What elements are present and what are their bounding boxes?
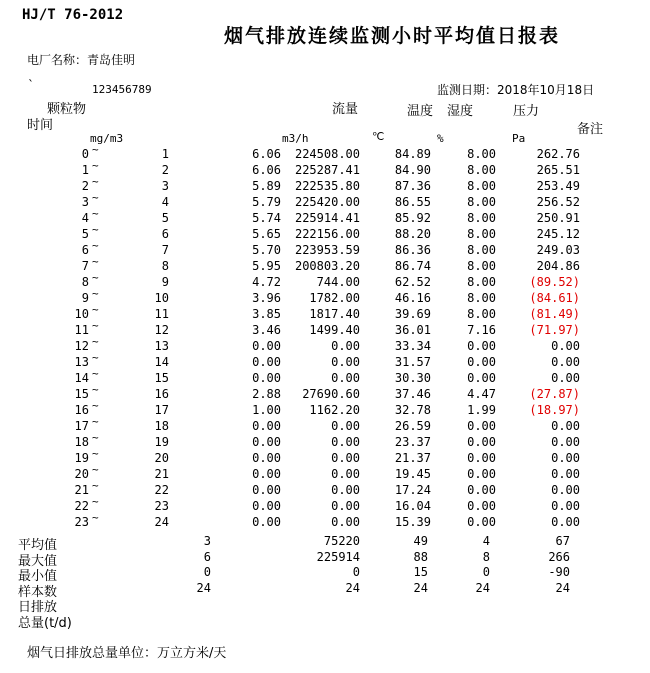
cell-temperature: 86.36 [394, 243, 431, 257]
cell-temperature: 84.90 [394, 163, 431, 177]
cell-start-hour: 9 [81, 291, 89, 305]
cell-humidity: 0.00 [467, 483, 496, 497]
summary-pressure: 266 [548, 549, 570, 564]
summary-row [0, 596, 650, 615]
summary-pressure: -90 [548, 565, 570, 579]
summary-label: 平均值 [18, 538, 58, 553]
cell-particulate: 5.70 [252, 243, 281, 257]
cell-flow: 225420.00 [294, 195, 360, 209]
standard-code: HJ/T 76-2012 [22, 7, 124, 23]
footnote: 烟气日排放总量单位：万立方米/天 [27, 646, 227, 661]
cell-pressure: 0.00 [551, 515, 580, 529]
tilde-mark: ~ [92, 495, 99, 508]
cell-particulate: 1.00 [252, 403, 281, 417]
cell-humidity: 8.00 [467, 227, 496, 241]
hourly-data-table [0, 143, 650, 531]
cell-temperature: 39.69 [394, 307, 431, 321]
monitor-date: 监测日期：2018年10月18日 [437, 83, 595, 97]
cell-pressure: 0.00 [551, 419, 580, 433]
tilde-mark: ~ [92, 367, 99, 380]
cell-flow: 0.00 [331, 355, 360, 369]
tilde-mark: ~ [92, 239, 99, 252]
summary-label: 样本数 [18, 584, 58, 600]
summary-temperature [360, 612, 428, 628]
cell-temperature: 15.39 [394, 515, 431, 529]
cell-flow: 0.00 [331, 371, 360, 385]
cell-start-hour: 21 [74, 483, 89, 497]
summary-label: 最大值 [18, 553, 58, 569]
cell-pressure: 0.00 [551, 355, 580, 369]
summary-particulate: 3 [203, 534, 211, 548]
summary-pressure [490, 596, 570, 612]
cell-end-hour: 14 [154, 355, 169, 369]
summary-flow: 75220 [323, 534, 360, 548]
plant-name: 电厂名称：青岛佳明 [27, 53, 136, 67]
summary-humidity [428, 612, 490, 628]
cell-temperature: 88.20 [394, 227, 431, 241]
cell-start-hour: 14 [74, 371, 89, 385]
summary-particulate: 6 [203, 549, 211, 564]
cell-pressure: 250.91 [536, 211, 580, 225]
tilde-mark: ~ [92, 335, 99, 348]
cell-pressure: 0.00 [551, 499, 580, 513]
cell-end-hour: 21 [154, 467, 169, 481]
cell-temperature: 36.01 [394, 323, 431, 337]
cell-temperature: 46.16 [394, 291, 431, 305]
cell-start-hour: 4 [81, 211, 89, 225]
cell-start-hour: 18 [74, 435, 89, 449]
cell-humidity: 0.00 [467, 371, 496, 385]
cell-end-hour: 10 [154, 291, 169, 305]
cell-particulate: 5.95 [252, 259, 281, 273]
cell-end-hour: 7 [161, 243, 169, 257]
col-header-pressure: 压力 [513, 104, 540, 119]
cell-particulate: 0.00 [252, 515, 281, 529]
cell-end-hour: 18 [154, 419, 169, 433]
cell-flow: 222535.80 [294, 179, 360, 193]
summary-flow: 225914 [316, 549, 360, 564]
summary-row [0, 549, 650, 569]
cell-flow: 0.00 [331, 419, 360, 433]
summary-particulate: 0 [203, 565, 211, 579]
col-header-time: 时间 [27, 118, 54, 133]
cell-start-hour: 8 [81, 275, 89, 289]
cell-temperature: 21.37 [394, 451, 431, 465]
cell-start-hour: 22 [74, 499, 89, 513]
cell-end-hour: 24 [154, 515, 169, 529]
cell-flow: 1499.40 [309, 323, 360, 337]
summary-flow: 24 [345, 580, 360, 595]
cell-end-hour: 23 [154, 499, 169, 513]
tilde-mark: ~ [92, 415, 99, 428]
cell-temperature: 23.37 [394, 435, 431, 449]
cell-flow: 744.00 [316, 275, 360, 289]
cell-flow: 0.00 [331, 451, 360, 465]
cell-pressure: 245.12 [536, 227, 580, 241]
table-row [0, 511, 650, 531]
summary-humidity: 8 [482, 549, 490, 564]
cell-end-hour: 15 [154, 371, 169, 385]
cell-particulate: 0.00 [252, 435, 281, 449]
cell-particulate: 5.65 [252, 227, 281, 241]
summary-particulate [120, 596, 211, 612]
cell-pressure: 249.03 [536, 243, 580, 257]
tilde-mark: ~ [92, 271, 99, 284]
cell-start-hour: 7 [81, 259, 89, 273]
cell-end-hour: 6 [161, 227, 169, 241]
cell-humidity: 8.00 [467, 291, 496, 305]
cell-humidity: 8.00 [467, 211, 496, 225]
tilde-mark: ~ [92, 511, 99, 524]
cell-flow: 0.00 [331, 499, 360, 513]
cell-flow: 225914.41 [294, 211, 360, 225]
cell-start-hour: 11 [74, 323, 89, 337]
unit-flow: m3/h [282, 132, 309, 145]
cell-flow: 0.00 [331, 483, 360, 497]
serial-number: 123456789 [92, 83, 152, 96]
tilde-mark: ~ [92, 223, 99, 236]
cell-particulate: 2.88 [252, 387, 281, 401]
cell-start-hour: 5 [81, 227, 89, 241]
cell-end-hour: 13 [154, 339, 169, 353]
cell-flow: 222156.00 [294, 227, 360, 241]
cell-temperature: 33.34 [394, 339, 431, 353]
summary-humidity [428, 596, 490, 612]
cell-flow: 223953.59 [294, 243, 360, 257]
cell-particulate: 0.00 [252, 339, 281, 353]
tilde-mark: ~ [92, 287, 99, 300]
cell-temperature: 17.24 [394, 483, 431, 497]
cell-end-hour: 2 [161, 163, 169, 177]
cell-start-hour: 17 [74, 419, 89, 433]
cell-flow: 200803.20 [294, 259, 360, 273]
cell-pressure: 256.52 [536, 195, 580, 209]
summary-table [0, 534, 650, 631]
cell-start-hour: 19 [74, 451, 89, 465]
cell-pressure: 0.00 [551, 451, 580, 465]
cell-start-hour: 23 [74, 515, 89, 529]
cell-start-hour: 15 [74, 387, 89, 401]
summary-temperature: 88 [413, 549, 428, 564]
cell-pressure: (89.52) [529, 275, 580, 289]
cell-humidity: 0.00 [467, 467, 496, 481]
summary-pressure [490, 612, 570, 628]
cell-end-hour: 22 [154, 483, 169, 497]
cell-humidity: 0.00 [467, 515, 496, 529]
cell-start-hour: 6 [81, 243, 89, 257]
cell-flow: 0.00 [331, 515, 360, 529]
summary-label: 最小值 [18, 569, 58, 584]
cell-particulate: 3.46 [252, 323, 281, 337]
tilde-mark: ~ [92, 143, 99, 156]
cell-flow: 1162.20 [309, 403, 360, 417]
cell-pressure: 0.00 [551, 339, 580, 353]
summary-flow: 0 [352, 565, 360, 579]
cell-flow: 225287.41 [294, 163, 360, 177]
tilde-mark: ~ [92, 191, 99, 204]
cell-humidity: 8.00 [467, 307, 496, 321]
summary-row [0, 534, 650, 553]
tilde-mark: ~ [92, 319, 99, 332]
cell-particulate: 3.85 [252, 307, 281, 321]
tilde-mark: ~ [92, 447, 99, 460]
summary-humidity: 0 [482, 565, 490, 579]
col-header-remark: 备注 [577, 122, 604, 137]
tilde-mark: ~ [92, 159, 99, 172]
report-title: 烟气排放连续监测小时平均值日报表 [224, 25, 561, 47]
cell-humidity: 0.00 [467, 499, 496, 513]
cell-pressure: 0.00 [551, 435, 580, 449]
cell-pressure: 265.51 [536, 163, 580, 177]
cell-particulate: 4.72 [252, 275, 281, 289]
cell-humidity: 8.00 [467, 243, 496, 257]
cell-temperature: 31.57 [394, 355, 431, 369]
unit-particulate: mg/m3 [90, 132, 124, 145]
cell-start-hour: 1 [81, 163, 89, 177]
cell-pressure: 0.00 [551, 467, 580, 481]
tilde-mark: ~ [92, 431, 99, 444]
cell-temperature: 85.92 [394, 211, 431, 225]
cell-flow: 0.00 [331, 435, 360, 449]
tilde-mark: ~ [92, 383, 99, 396]
cell-particulate: 0.00 [252, 499, 281, 513]
cell-humidity: 8.00 [467, 259, 496, 273]
cell-humidity: 8.00 [467, 275, 496, 289]
cell-pressure: (18.97) [529, 403, 580, 417]
cell-start-hour: 16 [74, 403, 89, 417]
cell-temperature: 26.59 [394, 419, 431, 433]
cell-particulate: 0.00 [252, 467, 281, 481]
cell-humidity: 7.16 [467, 323, 496, 337]
col-header-flow: 流量 [332, 102, 359, 117]
cell-particulate: 0.00 [252, 355, 281, 369]
cell-end-hour: 20 [154, 451, 169, 465]
cell-start-hour: 20 [74, 467, 89, 481]
cell-temperature: 86.55 [394, 195, 431, 209]
cell-particulate: 0.00 [252, 483, 281, 497]
cell-particulate: 6.06 [252, 147, 281, 161]
cell-flow: 1782.00 [309, 291, 360, 305]
cell-humidity: 0.00 [467, 339, 496, 353]
cell-end-hour: 1 [161, 147, 169, 161]
cell-pressure: 0.00 [551, 371, 580, 385]
cell-temperature: 62.52 [394, 275, 431, 289]
cell-pressure: 0.00 [551, 483, 580, 497]
cell-humidity: 8.00 [467, 147, 496, 161]
cell-temperature: 87.36 [394, 179, 431, 193]
summary-row [0, 580, 650, 600]
unit-temperature: ℃ [372, 130, 385, 143]
cell-humidity: 8.00 [467, 195, 496, 209]
col-header-particulate: 颗粒物 [47, 102, 87, 117]
col-header-humidity: 湿度 [447, 104, 474, 119]
cell-start-hour: 3 [81, 195, 89, 209]
summary-particulate: 24 [196, 580, 211, 595]
summary-temperature [360, 596, 428, 612]
summary-pressure: 24 [555, 580, 570, 595]
cell-temperature: 84.89 [394, 147, 431, 161]
cell-flow: 0.00 [331, 339, 360, 353]
summary-row [0, 565, 650, 584]
cell-pressure: (81.49) [529, 307, 580, 321]
cell-flow: 224508.00 [294, 147, 360, 161]
cell-humidity: 8.00 [467, 163, 496, 177]
tilde-mark: ~ [92, 463, 99, 476]
cell-particulate: 3.96 [252, 291, 281, 305]
cell-pressure: 253.49 [536, 179, 580, 193]
summary-row [0, 612, 650, 631]
cell-end-hour: 17 [154, 403, 169, 417]
summary-pressure: 67 [555, 534, 570, 548]
tilde-mark: ~ [92, 207, 99, 220]
cell-flow: 1817.40 [309, 307, 360, 321]
cell-particulate: 5.74 [252, 211, 281, 225]
cell-pressure: 204.86 [536, 259, 580, 273]
summary-temperature: 49 [413, 534, 428, 548]
cell-particulate: 6.06 [252, 163, 281, 177]
tilde-mark: ~ [92, 479, 99, 492]
cell-start-hour: 0 [81, 147, 89, 161]
summary-flow [211, 596, 360, 612]
cell-temperature: 32.78 [394, 403, 431, 417]
tilde-mark: ~ [92, 255, 99, 268]
summary-flow [211, 612, 360, 628]
cell-start-hour: 10 [74, 307, 89, 321]
cell-humidity: 8.00 [467, 179, 496, 193]
cell-humidity: 4.47 [467, 387, 496, 401]
col-header-temperature: 温度 [407, 104, 434, 119]
cell-particulate: 0.00 [252, 371, 281, 385]
tick-mark: ` [28, 78, 34, 92]
cell-flow: 0.00 [331, 467, 360, 481]
cell-pressure: (27.87) [529, 387, 580, 401]
cell-particulate: 5.79 [252, 195, 281, 209]
summary-label: 日排放 [18, 600, 58, 615]
cell-temperature: 30.30 [394, 371, 431, 385]
cell-humidity: 1.99 [467, 403, 496, 417]
cell-end-hour: 5 [161, 211, 169, 225]
unit-humidity: % [437, 132, 444, 145]
cell-humidity: 0.00 [467, 419, 496, 433]
cell-end-hour: 11 [154, 307, 169, 321]
summary-temperature: 24 [413, 580, 428, 595]
cell-temperature: 19.45 [394, 467, 431, 481]
unit-pressure: Pa [512, 132, 526, 145]
tilde-mark: ~ [92, 303, 99, 316]
cell-pressure: 262.76 [536, 147, 580, 161]
cell-end-hour: 16 [154, 387, 169, 401]
tilde-mark: ~ [92, 351, 99, 364]
cell-start-hour: 13 [74, 355, 89, 369]
cell-end-hour: 3 [161, 179, 169, 193]
cell-start-hour: 2 [81, 179, 89, 193]
cell-humidity: 0.00 [467, 355, 496, 369]
summary-temperature: 15 [413, 565, 428, 579]
cell-end-hour: 19 [154, 435, 169, 449]
cell-end-hour: 4 [161, 195, 169, 209]
summary-humidity: 4 [482, 534, 490, 548]
summary-humidity: 24 [475, 580, 490, 595]
tilde-mark: ~ [92, 399, 99, 412]
cell-particulate: 0.00 [252, 451, 281, 465]
cell-flow: 27690.60 [302, 387, 360, 401]
cell-start-hour: 12 [74, 339, 89, 353]
summary-particulate [120, 612, 211, 628]
cell-end-hour: 9 [161, 275, 169, 289]
cell-humidity: 0.00 [467, 451, 496, 465]
cell-temperature: 37.46 [394, 387, 431, 401]
tilde-mark: ~ [92, 175, 99, 188]
cell-temperature: 16.04 [394, 499, 431, 513]
cell-temperature: 86.74 [394, 259, 431, 273]
cell-end-hour: 12 [154, 323, 169, 337]
cell-pressure: (84.61) [529, 291, 580, 305]
cell-humidity: 0.00 [467, 435, 496, 449]
cell-end-hour: 8 [161, 259, 169, 273]
cell-particulate: 0.00 [252, 419, 281, 433]
cell-pressure: (71.97) [529, 323, 580, 337]
cell-particulate: 5.89 [252, 179, 281, 193]
summary-label: 总量(t/d) [18, 615, 72, 631]
